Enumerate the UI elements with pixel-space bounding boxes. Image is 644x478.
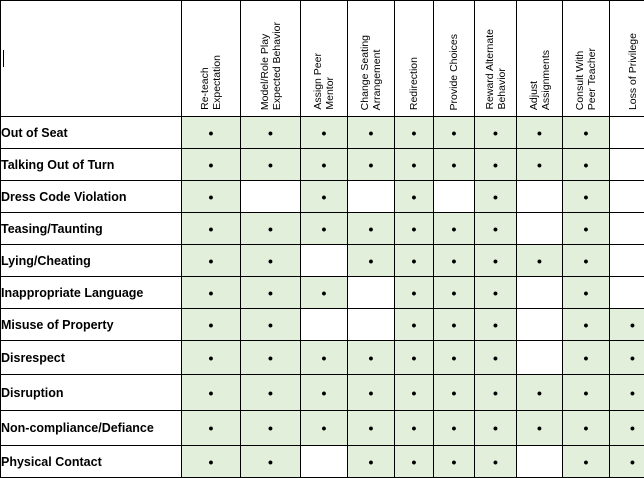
marked-cell [182,411,241,446]
table-row [1,149,644,181]
marked-cell [434,117,475,149]
table-row [1,446,644,478]
bullet-mark: • [452,157,457,173]
bullet-mark: • [268,221,273,237]
marked-cell [182,341,241,375]
marked-cell [182,375,241,411]
marked-cell [434,245,475,277]
row-label: Teasing/Taunting [1,213,182,245]
marked-cell [563,245,610,277]
bullet-mark: • [369,253,374,269]
column-header [348,1,395,117]
bullet-mark: • [369,385,374,401]
bullet-mark: • [537,125,542,141]
column-header-label: Change Seating Arrangement [359,35,383,110]
bullet-mark: • [493,285,498,301]
marked-cell [563,149,610,181]
bullet-mark: • [268,317,273,333]
bullet-mark: • [412,385,417,401]
marked-cell [610,446,644,478]
column-header-label: Reward Alternate Behavior [484,29,508,110]
bullet-mark: • [584,317,589,333]
marked-cell [475,446,517,478]
column-header-label: Re-teach Expectation [199,55,223,110]
bullet-mark: • [322,157,327,173]
bullet-mark: • [537,385,542,401]
marked-cell [563,117,610,149]
table-row [1,309,644,341]
table-row [1,117,644,149]
marked-cell [395,375,434,411]
bullet-mark: • [412,125,417,141]
marked-cell [348,446,395,478]
column-header [434,1,475,117]
marked-cell [395,309,434,341]
bullet-mark: • [209,157,214,173]
marked-cell [517,375,563,411]
row-label: Physical Contact [1,446,182,478]
bullet-mark: • [412,420,417,436]
bullet-mark: • [322,285,327,301]
bullet-mark: • [369,420,374,436]
bullet-mark: • [412,317,417,333]
marked-cell [475,309,517,341]
column-header-row [1,1,644,117]
bullet-mark: • [268,420,273,436]
table-row [1,181,644,213]
marked-cell [475,277,517,309]
empty-cell [517,309,563,341]
bullet-mark: • [493,454,498,470]
empty-cell [610,117,644,149]
row-label: Misuse of Property [1,309,182,341]
empty-cell [348,309,395,341]
column-header-label: Model/Role Play Expected Behavior [259,22,283,110]
bullet-mark: • [209,317,214,333]
bullet-mark: • [412,221,417,237]
table-row [1,375,644,411]
marked-cell [563,446,610,478]
marked-cell [241,411,301,446]
column-header-label: Consult With Peer Teacher [574,48,598,110]
bullet-mark: • [268,253,273,269]
marked-cell [395,117,434,149]
marked-cell [475,117,517,149]
marked-cell [563,277,610,309]
table-row [1,277,644,309]
marked-cell [241,277,301,309]
bullet-mark: • [452,454,457,470]
bullet-mark: • [493,157,498,173]
column-header [395,1,434,117]
column-header-label: Loss of Privilege [627,33,639,110]
marked-cell [563,181,610,213]
marked-cell [434,277,475,309]
marked-cell [434,341,475,375]
marked-cell [434,411,475,446]
bullet-mark: • [493,125,498,141]
bullet-mark: • [452,385,457,401]
bullet-mark: • [584,253,589,269]
bullet-mark: • [452,125,457,141]
row-label: Dress Code Violation [1,181,182,213]
empty-cell [348,181,395,213]
empty-cell [517,181,563,213]
bullet-mark: • [209,285,214,301]
marked-cell [395,213,434,245]
empty-cell [610,149,644,181]
bullet-mark: • [537,420,542,436]
bullet-mark: • [584,221,589,237]
marked-cell [241,117,301,149]
marked-cell [241,213,301,245]
marked-cell [182,309,241,341]
empty-cell [610,245,644,277]
marked-cell [395,277,434,309]
marked-cell [434,213,475,245]
marked-cell [395,341,434,375]
marked-cell [182,213,241,245]
row-label: Disrespect [1,341,182,375]
marked-cell [517,411,563,446]
bullet-mark: • [493,350,498,366]
bullet-mark: • [584,157,589,173]
marked-cell [475,411,517,446]
marked-cell [517,245,563,277]
marked-cell [610,411,644,446]
marked-cell [348,341,395,375]
empty-cell [241,181,301,213]
marked-cell [517,149,563,181]
bullet-mark: • [322,385,327,401]
bullet-mark: • [452,350,457,366]
bullet-mark: • [412,285,417,301]
marked-cell [563,213,610,245]
marked-cell [475,375,517,411]
bullet-mark: • [268,125,273,141]
row-label: Non-compliance/Defiance [1,411,182,446]
marked-cell [301,341,348,375]
marked-cell [395,446,434,478]
bullet-mark: • [412,454,417,470]
bullet-mark: • [493,189,498,205]
marked-cell [610,309,644,341]
row-label: Inappropriate Language [1,277,182,309]
marked-cell [395,245,434,277]
bullet-mark: • [209,385,214,401]
bullet-mark: • [493,253,498,269]
bullet-mark: • [268,350,273,366]
bullet-mark: • [268,385,273,401]
column-header [241,1,301,117]
bullet-mark: • [369,350,374,366]
bullet-mark: • [630,420,635,436]
table-row [1,213,644,245]
empty-cell [301,245,348,277]
bullet-mark: • [537,253,542,269]
marked-cell [434,375,475,411]
bullet-mark: • [369,221,374,237]
marked-cell [301,149,348,181]
corner-cell [1,1,182,117]
bullet-mark: • [322,189,327,205]
marked-cell [610,341,644,375]
column-header-label: Redirection [408,57,420,110]
table-row [1,245,644,277]
empty-cell [517,277,563,309]
row-label: Lying/Cheating [1,245,182,277]
marked-cell [395,181,434,213]
row-label: Disruption [1,375,182,411]
bullet-mark: • [412,157,417,173]
marked-cell [563,375,610,411]
marked-cell [475,181,517,213]
bullet-mark: • [630,350,635,366]
marked-cell [610,375,644,411]
bullet-mark: • [209,454,214,470]
marked-cell [241,245,301,277]
marked-cell [434,149,475,181]
bullet-mark: • [322,420,327,436]
marked-cell [182,181,241,213]
bullet-mark: • [452,285,457,301]
bullet-mark: • [493,385,498,401]
empty-cell [517,213,563,245]
bullet-mark: • [412,189,417,205]
empty-cell [517,341,563,375]
empty-cell [610,181,644,213]
bullet-mark: • [584,350,589,366]
bullet-mark: • [369,454,374,470]
bullet-mark: • [369,125,374,141]
marked-cell [241,149,301,181]
marked-cell [182,277,241,309]
empty-cell [434,181,475,213]
bullet-mark: • [452,317,457,333]
bullet-mark: • [584,189,589,205]
marked-cell [348,213,395,245]
bullet-mark: • [369,157,374,173]
bullet-mark: • [322,221,327,237]
marked-cell [348,245,395,277]
bullet-mark: • [584,420,589,436]
marked-cell [348,375,395,411]
marked-cell [434,446,475,478]
marked-cell [182,149,241,181]
marked-cell [395,149,434,181]
column-header-label: Provide Choices [448,34,460,110]
marked-cell [301,411,348,446]
bullet-mark: • [493,317,498,333]
bullet-mark: • [452,221,457,237]
row-label: Out of Seat [1,117,182,149]
bullet-mark: • [209,350,214,366]
marked-cell [348,117,395,149]
marked-cell [475,213,517,245]
table-body [1,117,644,478]
marked-cell [301,181,348,213]
bullet-mark: • [493,420,498,436]
bullet-mark: • [322,125,327,141]
marked-cell [434,309,475,341]
empty-cell [610,277,644,309]
bullet-mark: • [584,285,589,301]
bullet-mark: • [268,285,273,301]
marked-cell [301,277,348,309]
marked-cell [348,149,395,181]
column-header [301,1,348,117]
marked-cell [301,375,348,411]
column-header [610,1,644,117]
marked-cell [563,341,610,375]
bullet-mark: • [209,253,214,269]
column-header [563,1,610,117]
bullet-mark: • [493,221,498,237]
bullet-mark: • [452,420,457,436]
marked-cell [182,117,241,149]
marked-cell [395,411,434,446]
empty-cell [610,213,644,245]
bullet-mark: • [268,157,273,173]
bullet-mark: • [537,157,542,173]
marked-cell [182,446,241,478]
marked-cell [241,309,301,341]
bullet-mark: • [209,221,214,237]
bullet-mark: • [412,350,417,366]
bullet-mark: • [584,454,589,470]
row-label: Talking Out of Turn [1,149,182,181]
column-header [475,1,517,117]
text-cursor [3,50,4,67]
marked-cell [301,213,348,245]
bullet-mark: • [209,420,214,436]
marked-cell [517,117,563,149]
marked-cell [182,245,241,277]
bullet-mark: • [322,350,327,366]
marked-cell [475,245,517,277]
marked-cell [475,149,517,181]
empty-cell [348,277,395,309]
marked-cell [348,411,395,446]
empty-cell [517,446,563,478]
column-header-label: Assign Peer Mentor [312,53,336,110]
bullet-mark: • [630,317,635,333]
bullet-mark: • [584,385,589,401]
marked-cell [241,375,301,411]
bullet-mark: • [584,125,589,141]
empty-cell [301,446,348,478]
column-header [517,1,563,117]
marked-cell [241,446,301,478]
marked-cell [563,411,610,446]
column-header [182,1,241,117]
table-row [1,341,644,375]
bullet-mark: • [209,125,214,141]
marked-cell [563,309,610,341]
empty-cell [301,309,348,341]
bullet-mark: • [412,253,417,269]
bullet-mark: • [630,385,635,401]
table-row [1,411,644,446]
marked-cell [475,341,517,375]
bullet-mark: • [630,454,635,470]
marked-cell [301,117,348,149]
bullet-mark: • [452,253,457,269]
column-header-label: Adjust Assignments [528,50,552,110]
marked-cell [241,341,301,375]
bullet-mark: • [268,454,273,470]
bullet-mark: • [209,189,214,205]
